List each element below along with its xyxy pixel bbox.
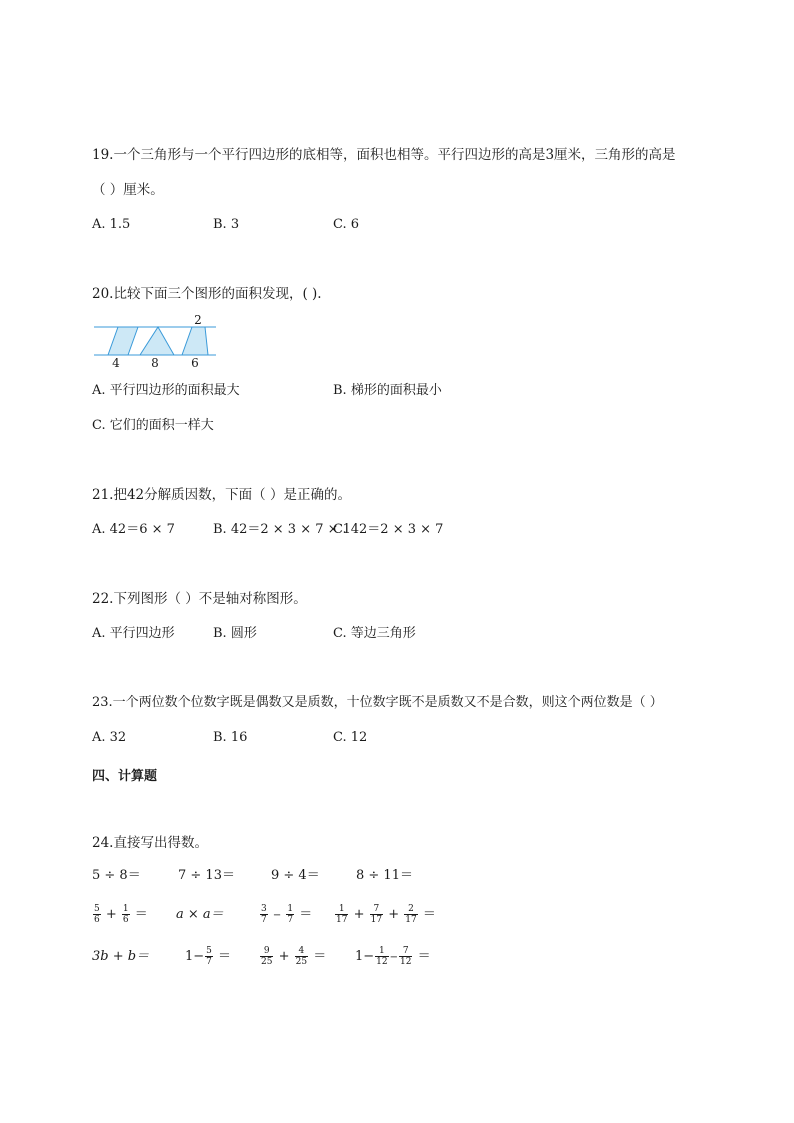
q19-option-b[interactable]: B. 3 [213,217,240,232]
q19-option-a[interactable]: A. 1.5 [92,217,131,232]
fraction: $\frac{9}{25}$ [261,946,273,967]
q19-option-c[interactable]: C. 6 [333,217,360,232]
calc-r2-c2: a × a＝ [176,907,224,922]
fraction: $\frac{5}{7}$ [206,946,212,967]
calc-r3-c3: $\frac{9}{25}$ + $\frac{4}{25}$ ＝ [261,946,327,967]
calc-r2-c1: $\frac{5}{6}$ + $\frac{1}{6}$ ＝ [94,904,148,925]
fraction: $\frac{3}{7}$ [261,904,267,925]
calc-r3-c4: 1− $\frac{1}{12}$ − $\frac{7}{12}$ ＝ [355,946,431,967]
q22-option-a[interactable]: A. 平行四边形 [92,626,175,641]
q19-stem-line1: 19.一个三角形与一个平行四边形的底相等，面积也相等。平行四边形的高是3厘米，三角形的高是 [92,147,676,163]
q21-option-a[interactable]: A. 42＝6 × 7 [92,522,175,537]
calc-r2-c3: $\frac{3}{7}$ − $\frac{1}{7}$ ＝ [261,904,313,925]
q23-option-c[interactable]: C. 12 [333,730,368,745]
fraction: $\frac{7}{17}$ [370,904,383,925]
q23-option-b[interactable]: B. 16 [213,730,248,745]
fraction: $\frac{2}{17}$ [405,904,417,925]
q20-figure [92,312,222,370]
fraction: $\frac{1}{6}$ [122,904,129,925]
q21-option-c[interactable]: C. 42＝2 × 3 × 7 [333,522,444,537]
q21-option-b[interactable]: B. 42＝2 × 3 × 7 × 1 [213,522,351,537]
q20-option-b[interactable]: B. 梯形的面积最小 [333,383,442,398]
calc-r1-c3: 9 ÷ 4＝ [271,868,320,883]
fraction: $\frac{1}{7}$ [287,904,294,925]
fraction: $\frac{7}{12}$ [400,946,412,967]
calc-r1-c1: 5 ÷ 8＝ [92,868,141,883]
q22-option-b[interactable]: B. 圆形 [213,626,257,641]
calc-r2-c4: $\frac{1}{17}$ + $\frac{7}{17}$ + $\frac{2}{17}$ ＝ [336,904,436,925]
q22-option-c[interactable]: C. 等边三角形 [333,626,416,641]
fraction: $\frac{5}{6}$ [94,904,100,925]
fraction: $\frac{1}{17}$ [336,904,348,925]
calc-r1-c4: 8 ÷ 11＝ [356,868,413,883]
q20-stem: 20.比较下面三个图形的面积发现，( ). [92,286,322,302]
trapezoid-shape [182,327,208,355]
q23-option-a[interactable]: A. 32 [92,730,127,745]
q21-stem: 21.把42分解质因数，下面（ ）是正确的。 [92,487,351,503]
calc-r1-c2: 7 ÷ 13＝ [178,868,235,883]
q22-stem: 22.下列图形（ ）不是轴对称图形。 [92,591,307,607]
triangle-base-label: 8 [151,356,159,370]
trapezoid-bottom-label: 6 [191,356,199,370]
q24-stem: 24.直接写出得数。 [92,835,208,851]
section-4-title: 四、计算题 [92,769,158,784]
fraction: $\frac{4}{25}$ [295,946,308,967]
parallelogram-shape [108,327,138,355]
q19-stem-line2: （ ）厘米。 [92,182,164,198]
fraction: $\frac{1}{12}$ [376,946,388,967]
q20-option-a[interactable]: A. 平行四边形的面积最大 [92,383,240,398]
calc-r3-c2: 1− $\frac{5}{7}$ ＝ [185,946,232,967]
calc-r3-c1: 3b + b＝ [92,949,150,964]
trapezoid-top-label: 2 [194,313,202,327]
triangle-shape [140,327,174,355]
parallelogram-base-label: 4 [112,356,120,370]
q23-stem: 23.一个两位数个位数字既是偶数又是质数，十位数字既不是质数又不是合数，则这个两位数是（ ） [92,695,663,710]
q20-option-c[interactable]: C. 它们的面积一样大 [92,418,214,433]
